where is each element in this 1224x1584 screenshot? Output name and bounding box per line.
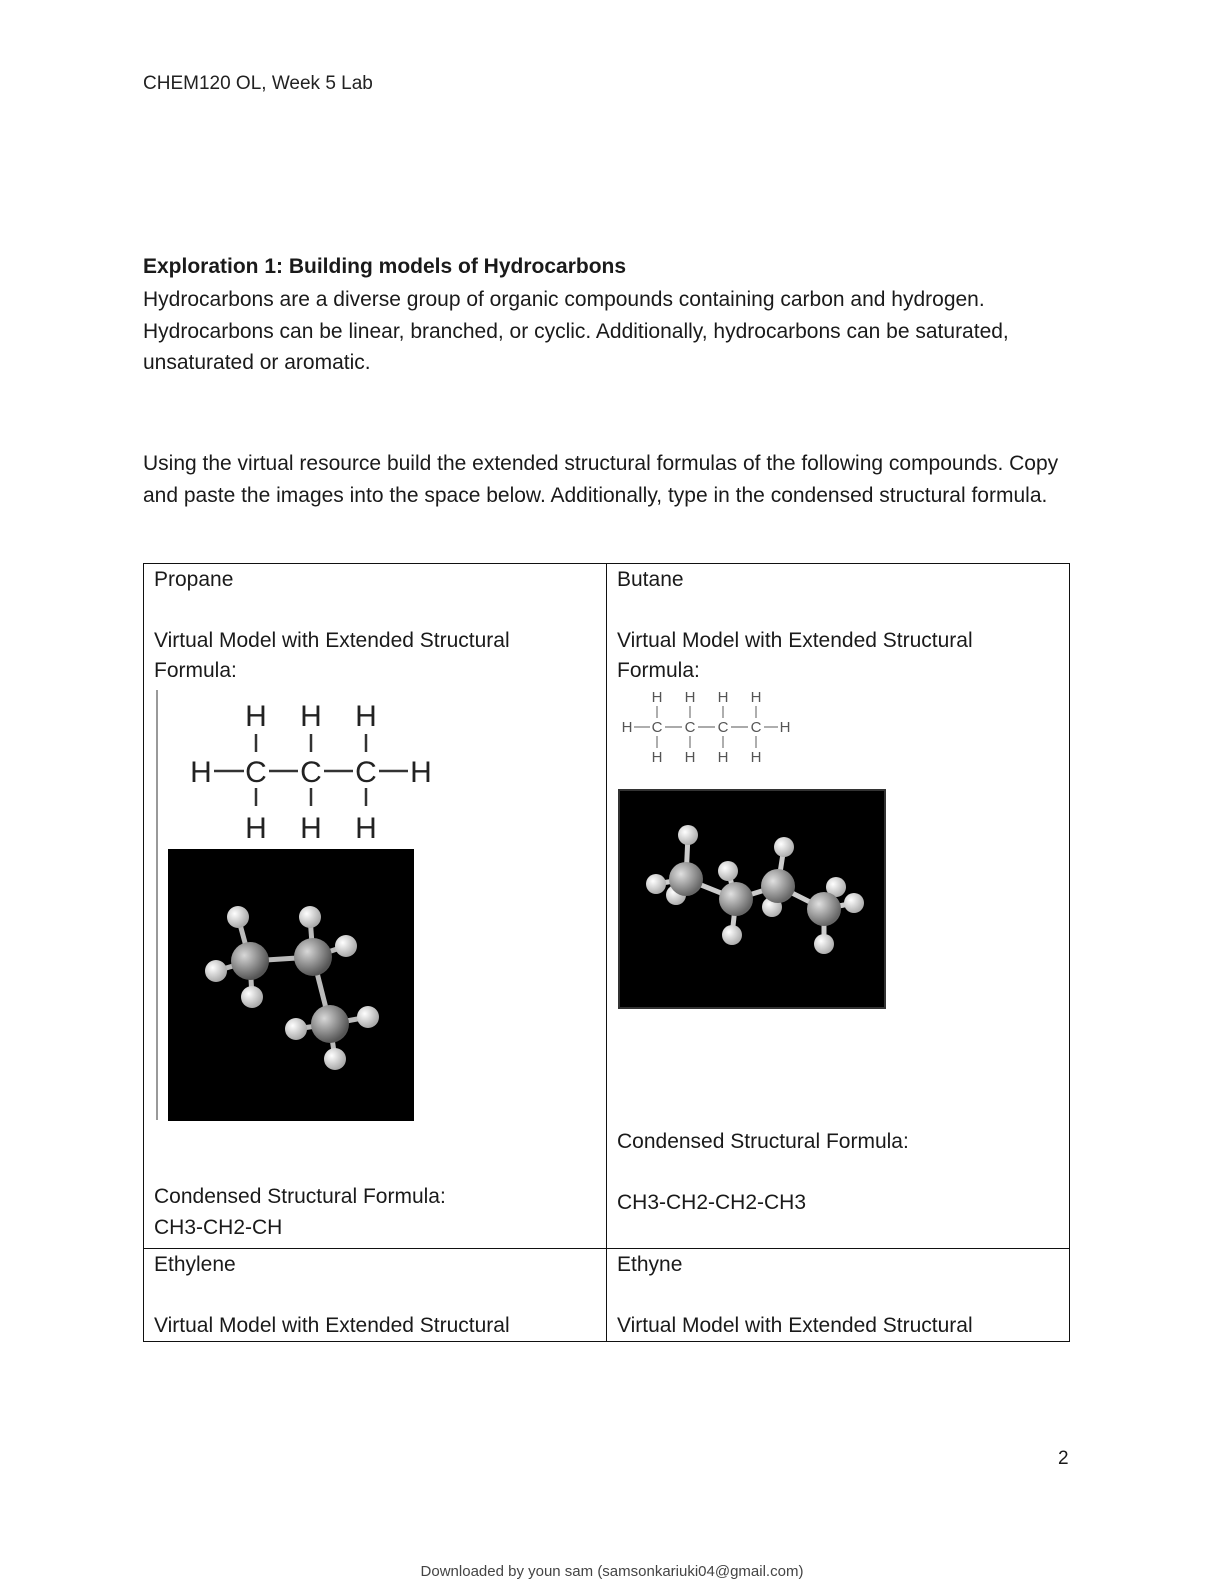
formula-h: H: [750, 689, 762, 706]
formula-h: H: [300, 700, 322, 733]
formula-c: C: [750, 719, 762, 736]
formula-h: H: [245, 812, 267, 845]
compound-name-propane: Propane: [154, 568, 234, 591]
formula-h: H: [717, 749, 729, 766]
model-label-ethyne: Virtual Model with Extended Structural: [617, 1313, 973, 1337]
condensed-value-propane: CH3-CH2-CH: [154, 1216, 283, 1239]
formula-h: H: [410, 756, 432, 789]
formula-h: H: [651, 689, 663, 706]
propane-structural-formula-image: [184, 696, 444, 846]
compound-name-ethyne: Ethyne: [617, 1253, 683, 1276]
formula-h: H: [355, 812, 377, 845]
instructions-paragraph: Using the virtual resource build the extended structural formulas of the following compounds. Copy and paste the images into the space below. Additionally, type in the condensed structural formula.: [143, 452, 1059, 507]
formula-h: H: [779, 719, 791, 736]
model-label-ethylene: Virtual Model with Extended Structural: [154, 1313, 510, 1337]
model-label-butane: Virtual Model with Extended Structural Formula:: [617, 628, 973, 682]
formula-h: H: [621, 719, 633, 736]
formula-c: C: [717, 719, 729, 736]
butane-3d-model-image: [618, 789, 886, 1009]
butane-cell: [607, 564, 1070, 1249]
ethyne-cell: [607, 1249, 1070, 1342]
formula-h: H: [651, 749, 663, 766]
formula-c: C: [684, 719, 696, 736]
exploration-title: Exploration 1: Building models of Hydrocarbons: [143, 255, 627, 278]
formula-c: C: [300, 756, 322, 789]
page-number: 2: [1058, 1448, 1069, 1469]
formula-c: C: [651, 719, 663, 736]
formula-h: H: [300, 812, 322, 845]
compounds-table: [143, 563, 1070, 1342]
table-row: [144, 564, 1070, 1249]
propane-cell: [144, 564, 607, 1249]
formula-h: H: [355, 700, 377, 733]
formula-c: C: [355, 756, 377, 789]
formula-h: H: [684, 749, 696, 766]
compound-name-ethylene: Ethylene: [154, 1253, 236, 1276]
propane-3d-model-image: [168, 849, 414, 1121]
model-label-propane: Virtual Model with Extended Structural Formula:: [154, 628, 510, 682]
formula-h: H: [750, 749, 762, 766]
image-border-line: [156, 690, 158, 1120]
download-footer: Downloaded by youn sam (samsonkariuki04@gmail.com): [420, 1563, 804, 1580]
document-header: CHEM120 OL, Week 5 Lab: [143, 73, 373, 94]
condensed-value-butane: CH3-CH2-CH2-CH3: [617, 1191, 807, 1214]
formula-h: H: [717, 689, 729, 706]
butane-structural-formula-image: [615, 686, 795, 772]
condensed-label-propane: Condensed Structural Formula:: [154, 1185, 446, 1208]
condensed-label-butane: Condensed Structural Formula:: [617, 1130, 909, 1153]
intro-paragraph: Hydrocarbons are a diverse group of organic compounds containing carbon and hydrogen. Hydrocarbons can be linear, branched, or cyclic. Additionally, hydrocarbons can be saturated, unsaturated or aromatic.: [143, 288, 1009, 374]
table-row: [144, 1249, 1070, 1342]
ethylene-cell: [144, 1249, 607, 1342]
formula-c: C: [245, 756, 267, 789]
formula-h: H: [684, 689, 696, 706]
formula-h: H: [245, 700, 267, 733]
formula-h: H: [190, 756, 212, 789]
compound-name-butane: Butane: [617, 568, 684, 591]
